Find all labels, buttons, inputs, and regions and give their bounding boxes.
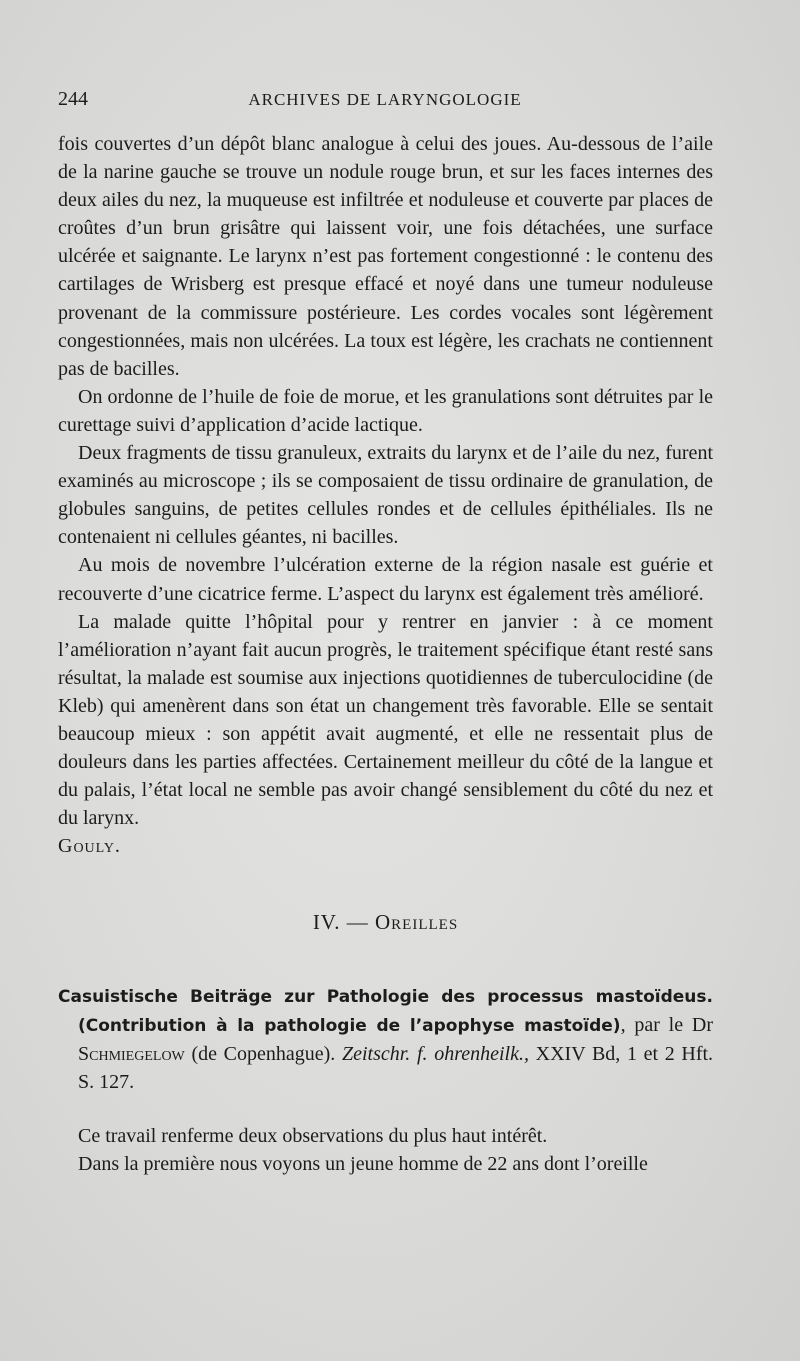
- paragraph: Deux fragments de tissu granuleux, extraits du larynx et de l’aile du nez, furent examinés au microscope ; ils se composaient de tissu ordinaire de granulation, de globules sanguins, de petites cellules rondes et de cellules épithéliales. Ils ne contenaient ni cellules géantes, ni bacilles.: [58, 442, 713, 549]
- author-signature: Gouly.: [58, 835, 121, 858]
- paragraph: Au mois de novembre l’ulcération externe de la région nasale est guérie et recouverte d’une cicatrice ferme. L’aspect du larynx est également très amélioré.: [58, 554, 713, 605]
- running-title: ARCHIVES DE LARYNGOLOGIE: [248, 90, 522, 109]
- paragraph: fois couvertes d’un dépôt blanc analogue à celui des joues. Au-dessous de l’aile de la narine gauche se trouve un nodule rouge brun, et sur les faces internes des deux ailes du nez, la muqueuse est infiltrée et noduleuse et couverte par places de croûtes d’un brun grisâtre qui laissent voir, une fois détachées, une surface ulcérée et saignante. Le larynx n’est pas fortement congestionné : le contenu des cartilages de Wrisberg est presque effacé et noyé dans une tumeur noduleuse provenant de la commissure postérieure. Les cordes vocales sont légèrement congestionnées, mais non ulcérées. La toux est légère, les crachats ne contiennent pas de bacilles.: [58, 133, 713, 380]
- paragraph: Ce travail renferme deux observations du plus haut intérêt.: [78, 1124, 548, 1147]
- section-title: Oreilles: [375, 910, 459, 935]
- page-body: [58, 130, 713, 1178]
- article-author: Schmiegelow: [78, 1042, 185, 1065]
- page-header: [58, 88, 712, 116]
- page-number: 244: [58, 88, 88, 110]
- article-place: (de Copenhague).: [191, 1042, 336, 1065]
- article-ref: XXIV Bd, 1 et 2 Hft. S. 127.: [78, 1042, 714, 1093]
- article-reference: [58, 982, 713, 1096]
- author-prefix: Dr: [691, 1013, 714, 1036]
- section-number: IV. —: [312, 910, 369, 935]
- article-title: Casuistische Beiträge zur Pathologie des processus mastoïdeus. (Contribution à la pathologie de l’apophyse mastoïde): [58, 986, 713, 1036]
- paragraph: La malade quitte l’hôpital pour y rentrer en janvier : à ce moment l’amélioration n’ayant fait aucun progrès, le traitement spécifique étant resté sans résultat, la malade est soumise aux injections quotidiennes de tuberculocidine (de Kleb) qui amenèrent dans son état un changement très favorable. Elle se sentait beaucoup mieux : son appétit avait augmenté, et elle ne ressentait plus de douleurs dans les parties affectées. Certainement meilleur du côté de la langue et du palais, l’état local ne semble pas avoir changé sensiblement du côté du nez et du larynx.: [58, 610, 713, 830]
- paragraph: On ordonne de l’huile de foie de morue, et les granulations sont détruites par le curettage suivi d’application d’acide lactique.: [58, 385, 713, 436]
- article-journal: Zeitschr. f. ohrenheilk.,: [341, 1042, 529, 1065]
- article-par: , par le: [620, 1013, 684, 1036]
- paragraph: Dans la première nous voyons un jeune homme de 22 ans dont l’oreille: [78, 1153, 648, 1175]
- section-heading: [58, 908, 713, 936]
